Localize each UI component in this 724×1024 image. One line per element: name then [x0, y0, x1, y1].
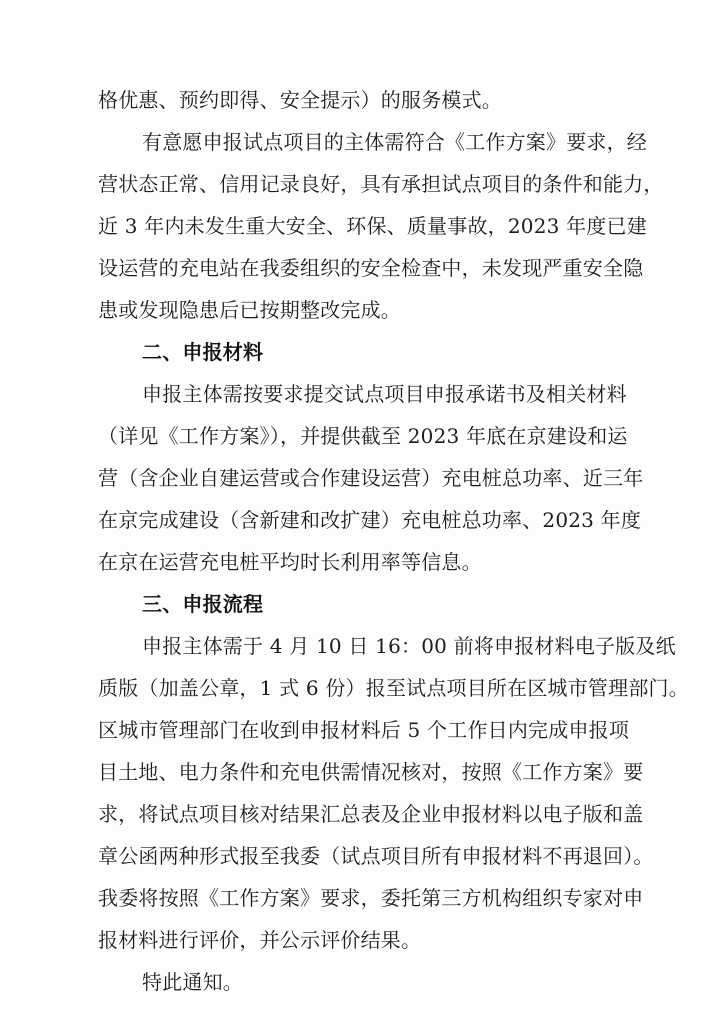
paragraph-line — [0, 206, 724, 246]
paragraph-line — [0, 626, 724, 666]
paragraph-line — [0, 668, 724, 708]
line-text: 目土地、电力条件和充电供需情况核对，按照《工作方案》要 — [98, 760, 644, 784]
paragraph-line — [0, 752, 724, 792]
closing-line — [0, 962, 724, 1002]
paragraph-line — [0, 458, 724, 498]
paragraph-line — [0, 80, 724, 120]
paragraph-line — [0, 710, 724, 750]
line-text: 在京在运营充电桩平均时长利用率等信息。 — [98, 550, 482, 574]
line-text: （详见《工作方案》），并提供截至 2023 年底在京建设和运 — [98, 424, 628, 448]
line-text: 区城市管理部门在收到申报材料后 5 个工作日内完成申报项 — [98, 718, 630, 742]
line-text: 设运营的充电站在我委组织的安全检查中，未发现严重安全隐 — [98, 256, 644, 280]
paragraph-line — [0, 836, 724, 876]
line-text: 我委将按照《工作方案》要求，委托第三方机构组织专家对申 — [98, 886, 644, 910]
paragraph-line — [0, 374, 724, 414]
line-text: 求，将试点项目核对结果汇总表及企业申报材料以电子版和盖 — [98, 802, 644, 826]
paragraph-line — [0, 122, 724, 162]
line-text: 申报主体需按要求提交试点项目申报承诺书及相关材料 — [142, 382, 627, 406]
paragraph-line — [0, 248, 724, 288]
line-text: 章公函两种形式报至我委（试点项目所有申报材料不再退回）。 — [98, 844, 654, 868]
line-text: 患或发现隐患后已按期整改完成。 — [98, 298, 401, 322]
line-text: 近 3 年内未发生重大安全、环保、质量事故，2023 年度已建 — [98, 214, 647, 238]
paragraph-line — [0, 164, 724, 204]
line-text: 在京完成建设（含新建和改扩建）充电桩总功率、2023 年度 — [98, 508, 642, 532]
section-heading — [0, 332, 724, 372]
line-text: 有意愿申报试点项目的主体需符合《工作方案》要求，经 — [142, 130, 647, 154]
line-text: 营（含企业自建运营或合作建设运营）充电桩总功率、近三年 — [98, 466, 644, 490]
paragraph-line — [0, 500, 724, 540]
line-text: 申报主体需于 4 月 10 日 16：00 前将申报材料电子版及纸 — [142, 634, 676, 658]
paragraph-line — [0, 542, 724, 582]
paragraph-line — [0, 878, 724, 918]
line-text: 质版（加盖公章，1 式 6 份）报至试点项目所在区城市管理部门。 — [98, 676, 689, 700]
paragraph-line — [0, 290, 724, 330]
paragraph-line — [0, 920, 724, 960]
line-text: 报材料进行评价，并公示评价结果。 — [98, 928, 422, 952]
closing-text: 特此通知。 — [142, 970, 243, 994]
section-heading-text: 三、申报流程 — [142, 592, 264, 616]
line-text: 格优惠、预约即得、安全提示）的服务模式。 — [98, 88, 502, 112]
section-heading-text: 二、申报材料 — [142, 340, 264, 364]
paragraph-line — [0, 416, 724, 456]
paragraph-line — [0, 794, 724, 834]
line-text: 营状态正常、信用记录良好，具有承担试点项目的条件和能力， — [98, 172, 664, 196]
section-heading — [0, 584, 724, 624]
